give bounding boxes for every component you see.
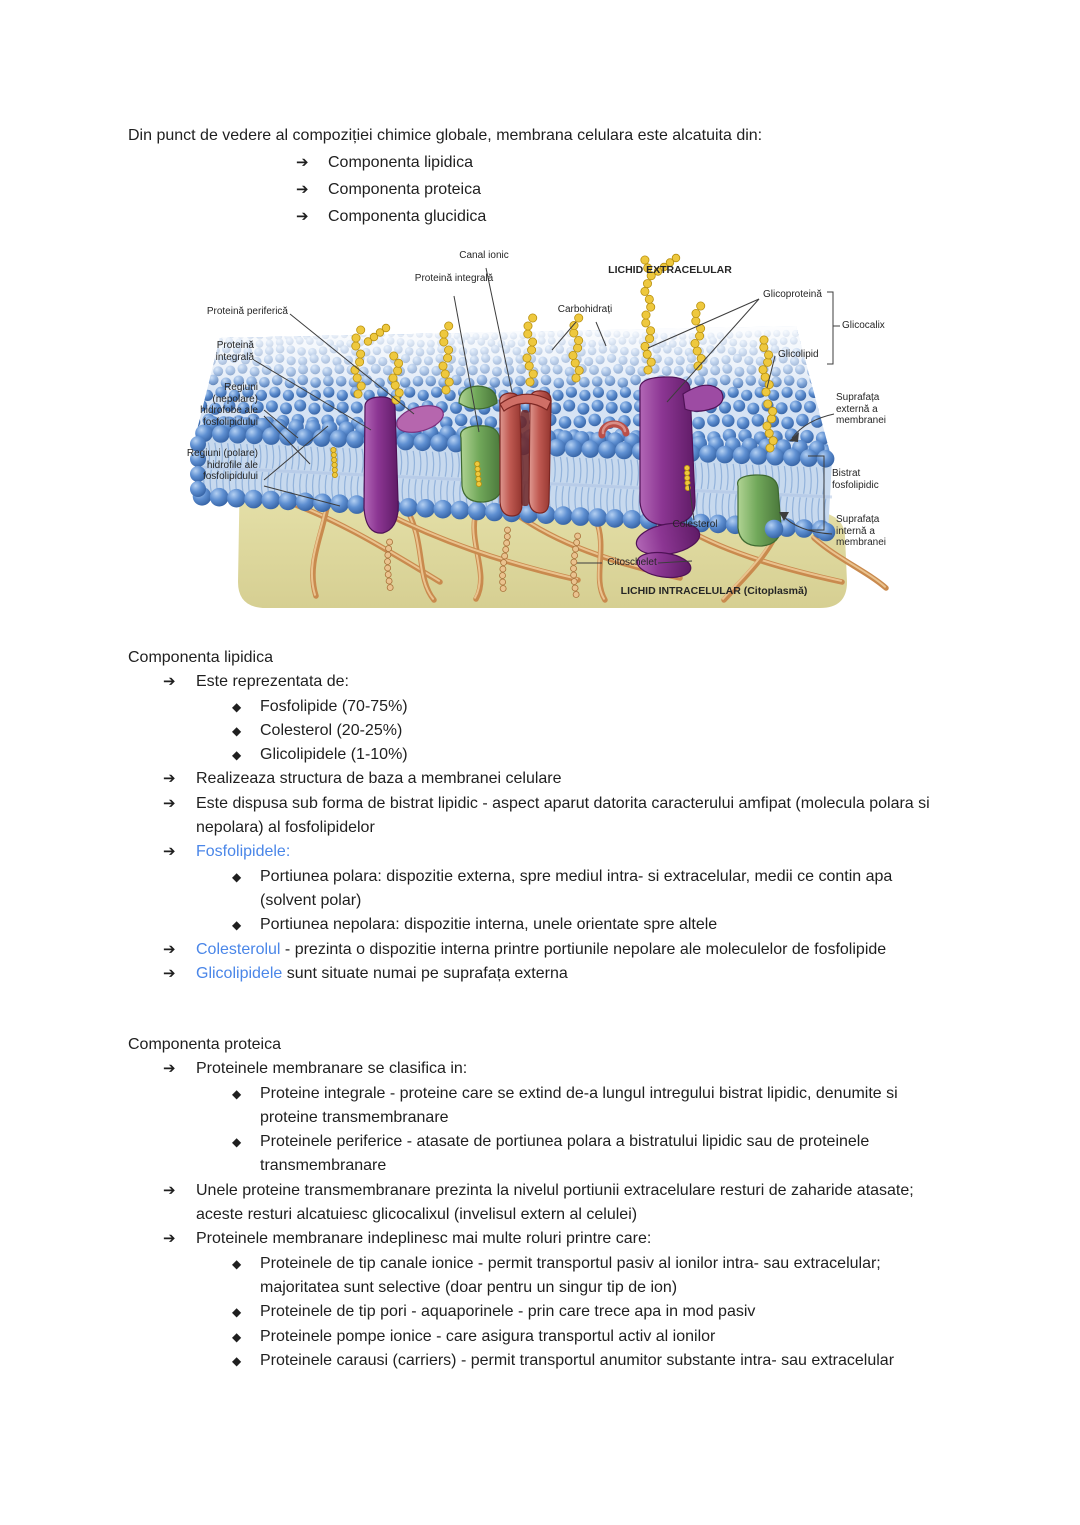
label-glicolipid: Glicolipid	[778, 349, 819, 360]
arrow-bullet: ➔	[163, 940, 176, 958]
membrane-diagram	[178, 242, 898, 614]
arrow-bullet: ➔	[163, 1181, 176, 1199]
bullet-text: Proteinele de tip canale ionice - permit transportul pasiv al ionilor intra- sau extracelular; majoritatea sunt selective (doar pentru un singur tip de ion)	[260, 1254, 881, 1296]
green-dome-protein	[459, 386, 497, 409]
bullet-text: Unele proteine transmembranare prezinta la nivelul portiunii extracelulare resturi de zaharide atasate; aceste resturi alcatuiesc glicocalixul (invelisul extern al celulei)	[196, 1181, 914, 1224]
section-componenta-lipidica	[128, 646, 958, 986]
bullet-text	[196, 938, 886, 962]
term-glicolipidele: Glicolipidele	[196, 964, 283, 982]
diamond-bullet: ◆	[232, 699, 242, 714]
bullet-text: Glicolipidele (1-10%)	[260, 746, 408, 764]
bullet-text: Portiunea polara: dispozitie externa, spre mediul intra- si extracelular, medii ce contin apa (solvent polar)	[260, 867, 893, 909]
bullet-text: Proteine integrale - proteine care se extind de-a lungul intregului bistrat lipidic, denumite si proteine transmembranare	[260, 1084, 898, 1126]
bullet-text: Proteinele pompe ionice - care asigura transportul activ al ionilor	[260, 1327, 716, 1345]
label-proteina-integrala-left: Proteină integrală	[215, 340, 254, 363]
bullet-text: Proteinele membranare se clasifica in:	[196, 1060, 468, 1078]
label-lichid-intracelular: LICHID INTRACELULAR (Citoplasmă)	[620, 585, 808, 597]
arrow-bullet: ➔	[163, 770, 176, 788]
arrow-bullet: ➔	[163, 1060, 176, 1078]
label-regiuni-nepolare: Regiuni (nepolare) hidrofobe ale fosfolipidului	[200, 382, 258, 428]
bullet-text: Este reprezentata de:	[196, 673, 349, 691]
label-lichid-extracelular: LICHID EXTRACELULAR	[608, 264, 732, 276]
bullet-text: Proteinele membranare indeplinesc mai multe roluri printre care:	[196, 1230, 652, 1248]
bullet-text: Proteinele carausi (carriers) - permit transportul anumitor substante intra- sau extracelular	[260, 1351, 895, 1369]
label-bistrat-fosfolipidic: Bistrat fosfolipidic	[832, 468, 879, 491]
bullet-text-rest: sunt situate numai pe suprafața externa	[282, 964, 568, 982]
diamond-bullet: ◆	[232, 869, 242, 884]
ion-channel-protein-left-lobe	[500, 393, 522, 516]
intro-lead: Din punct de vedere al compoziției chimice globale, membrana celulara este alcatuita din:	[128, 127, 763, 144]
arrow-bullet: ➔	[163, 964, 176, 982]
label-regiuni-polare: Regiuni (polare) hidrofile ale fosfolipidului	[186, 448, 258, 482]
arrow-bullet: ➔	[296, 208, 309, 225]
label-canal-ionic: Canal ionic	[459, 250, 509, 261]
integral-protein-purple-left	[364, 397, 398, 533]
bullet-text: Proteinele periferice - atasate de portiunea polara a bistratului lipidic sau de proteinele transmembranare	[260, 1133, 870, 1175]
label-proteina-periferica: Proteină periferică	[206, 306, 288, 317]
term-fosfolipidele: Fosfolipidele:	[196, 843, 291, 861]
intro-item-label: Componenta proteica	[328, 181, 481, 198]
section-title: Componenta proteica	[128, 1036, 281, 1053]
label-carbohidrati: Carbohidrați	[557, 304, 613, 315]
label-suprafata-externa: Suprafața externă a membranei	[836, 392, 887, 426]
label-colesterol: Colesterol	[672, 519, 718, 530]
bullet-text: Colesterol (20-25%)	[260, 721, 403, 739]
bullet-text: Este dispusa sub forma de bistrat lipidic - aspect aparut datorita caracterului amfipat (molecula polara si nepolara) al fosfolipidelor	[196, 794, 930, 837]
term-colesterolul: Colesterolul	[196, 940, 281, 958]
arrow-bullet: ➔	[163, 1230, 176, 1248]
diamond-bullet: ◆	[232, 1256, 242, 1271]
arrow-bullet: ➔	[163, 673, 176, 691]
bullet-text: Fosfolipide (70-75%)	[260, 697, 408, 715]
bullet-text: Realizeaza structura de baza a membranei celulare	[196, 770, 562, 788]
intro-item	[128, 176, 1028, 203]
label-glicoproteina: Glicoproteină	[763, 289, 822, 300]
section-title: Componenta lipidica	[128, 649, 273, 666]
diamond-bullet: ◆	[232, 1135, 242, 1150]
arrow-bullet: ➔	[163, 794, 176, 812]
label-suprafata-interna: Suprafața internă a membranei	[836, 514, 887, 548]
bullet-text	[196, 962, 568, 986]
bullet-text: Proteinele de tip pori - aquaporinele - prin care trece apa in mod pasiv	[260, 1303, 756, 1321]
arrow-bullet: ➔	[296, 181, 309, 198]
ion-channel-pore	[521, 410, 529, 506]
section-componenta-proteica	[128, 1033, 958, 1373]
diamond-bullet: ◆	[232, 723, 242, 738]
label-glicocalix: Glicocalix	[842, 320, 885, 331]
intro-item-label: Componenta lipidica	[328, 154, 473, 171]
intro-section	[128, 122, 1028, 230]
label-citoschelet: Citoschelet	[607, 557, 657, 568]
diamond-bullet: ◆	[232, 748, 242, 763]
intro-item	[128, 149, 1028, 176]
bullet-text: Portiunea nepolara: dispozitie interna, unele orientate spre altele	[260, 916, 718, 934]
intro-item-label: Componenta glucidica	[328, 208, 487, 225]
integral-protein-green	[461, 426, 503, 502]
diamond-bullet: ◆	[232, 918, 242, 933]
arrow-bullet: ➔	[296, 154, 309, 171]
diamond-bullet: ◆	[232, 1353, 242, 1368]
diamond-bullet: ◆	[232, 1305, 242, 1320]
bullet-text-rest: - prezinta o dispozitie interna printre portiunile nepolare ale moleculelor de fosfolipide	[280, 940, 887, 958]
bullet-text	[196, 840, 290, 864]
intro-item	[128, 203, 1028, 230]
label-proteina-integrala-top: Proteină integrală	[414, 273, 494, 284]
diamond-bullet: ◆	[232, 1086, 242, 1101]
arrow-bullet: ➔	[163, 843, 176, 861]
diamond-bullet: ◆	[232, 1329, 242, 1344]
